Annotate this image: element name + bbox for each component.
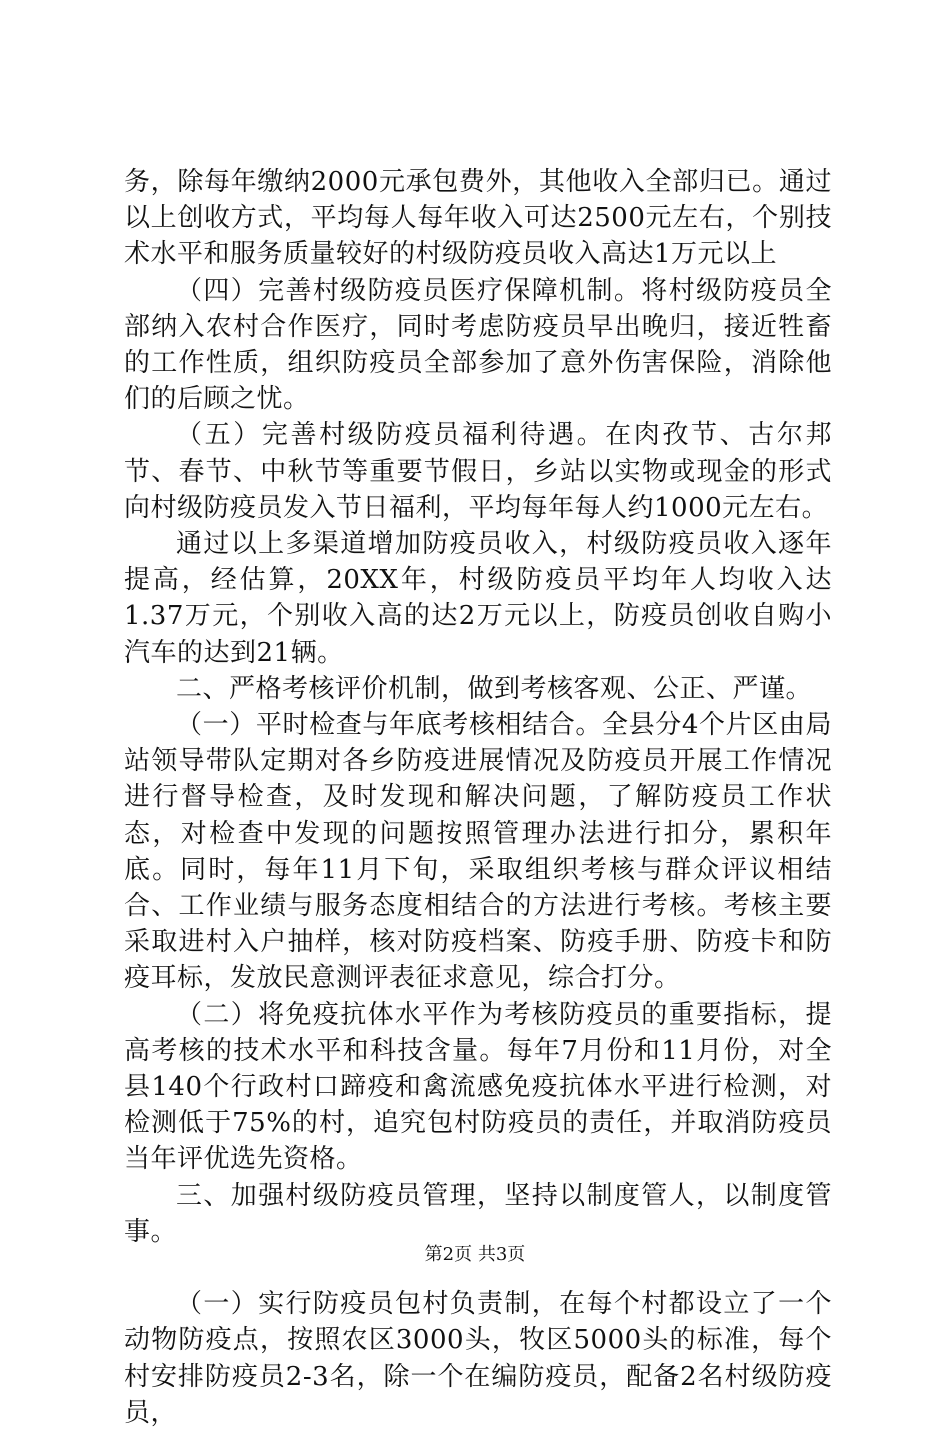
paragraph-routine-inspection: （一）平时检查与年底考核相结合。全县分4个片区由局站领导带队定期对各乡防疫进展情况及防疫员开展工作情况进行督导检查，及时发现和解决问题，了解防疫员工作状态，对检查中发现的问题按照管理办法进行扣分，累积年底。同时，每年11月下旬，采取组织考核与群众评议相结合、工作业绩与服务态度相结合的方法进行考核。考核主要采取进村入户抽样，核对防疫档案、防疫手册、防疫卡和防疫耳标，发放民意测评表征求意见，综合打分。 [124,710,832,994]
paragraph-welfare: （五）完善村级防疫员福利待遇。在肉孜节、古尔邦节、春节、中秋节等重要节假日，乡站以实物或现金的形式向村级防疫员发入节日福利，平均每年每人约1000元左右。 [124,420,832,523]
page-number-footer: 第2页 共3页 [424,1244,526,1265]
section-heading-assessment: 二、严格考核评价机制，做到考核客观、公正、严谨。 [176,673,813,704]
paragraph-medical-security: （四）完善村级防疫员医疗保障机制。将村级防疫员全部纳入农村合作医疗，同时考虑防疫员早出晚归，接近牲畜的工作性质，组织防疫员全部参加了意外伤害保险，消除他们的后顾之忧。 [124,275,832,415]
document-body [124,164,832,1431]
paragraph-income-summary: 通过以上多渠道增加防疫员收入，村级防疫员收入逐年提高，经估算，20XX年，村级防疫员平均年人均收入达1.37万元，个别收入高的达2万元以上，防疫员创收自购小汽车的达到21辆。 [124,529,832,668]
paragraph-antibody-level: （二）将免疫抗体水平作为考核防疫员的重要指标，提高考核的技术水平和科技含量。每年7月份和11月份，对全县140个行政村口蹄疫和禽流感免疫抗体水平进行检测，对检测低于75%的村，追究包村防疫员的责任，并取消防疫员当年评优选先资格。 [124,999,832,1175]
paragraph-village-responsibility: （一）实行防疫员包村负责制，在每个村都设立了一个动物防疫点，按照农区3000头，牧区5000头的标准，每个村安排防疫员2-3名，除一个在编防疫员，配备2名村级防疫员， [124,1289,832,1428]
paragraph-income-continuation: 务，除每年缴纳2000元承包费外，其他收入全部归已。通过以上创收方式，平均每人每年收入可达2500元左右，个别技术水平和服务质量较好的村级防疫员收入高达1万元以上 [124,167,832,270]
section-heading-management: 三、加强村级防疫员管理，坚持以制度管人，以制度管事。 [124,1180,832,1247]
